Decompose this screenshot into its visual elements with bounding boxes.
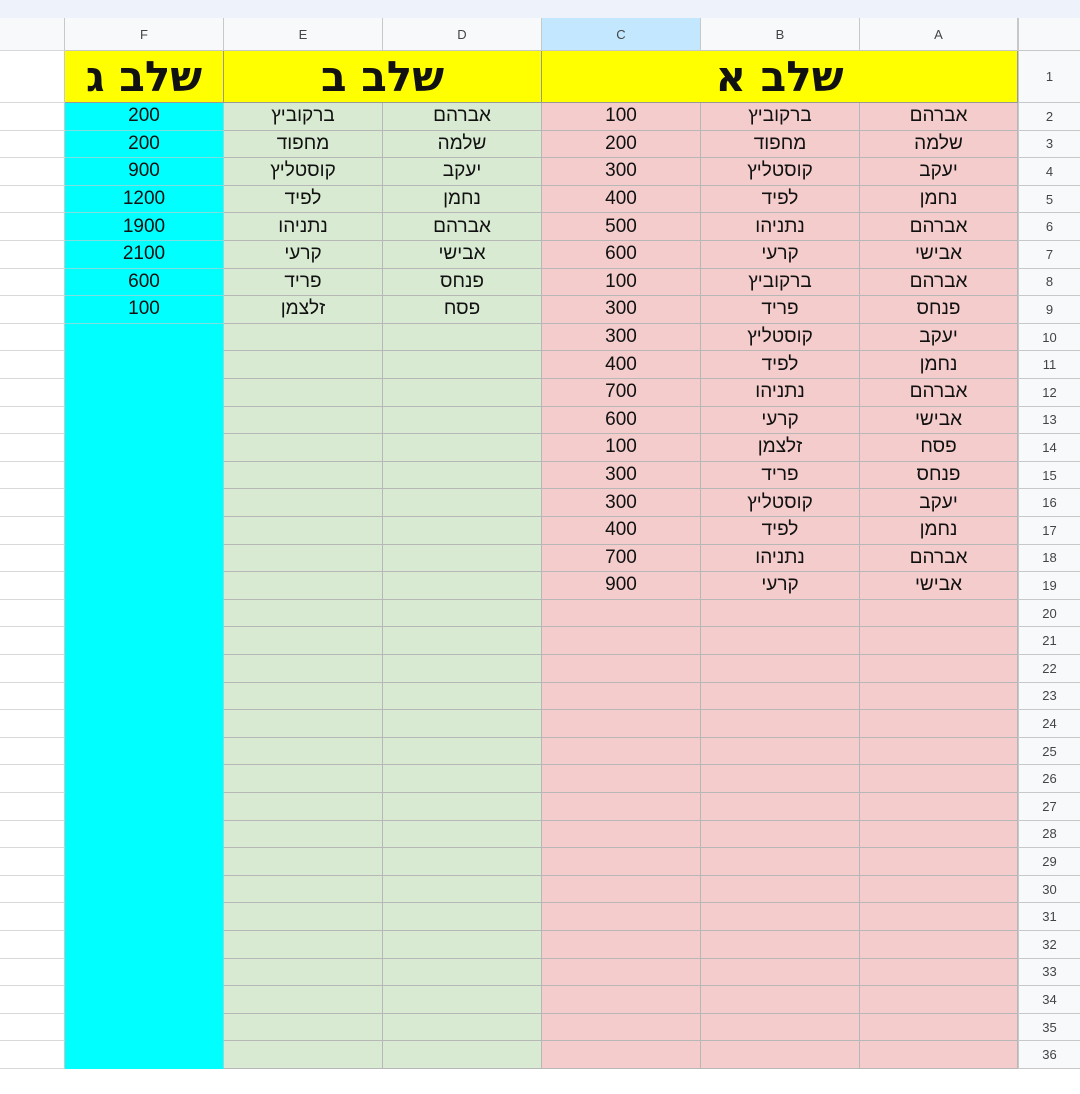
cell-d26[interactable] — [383, 765, 542, 793]
row-header-21[interactable]: 21 — [1018, 627, 1080, 655]
column-header-a[interactable]: A — [860, 18, 1018, 51]
cell-c23[interactable] — [542, 683, 701, 711]
cell-e16[interactable] — [224, 489, 383, 517]
cell-b12[interactable]: נתניהו — [701, 379, 860, 407]
cell-f30[interactable] — [65, 876, 224, 904]
cell-a18[interactable]: אברהם — [860, 545, 1018, 573]
cell-b17[interactable]: לפיד — [701, 517, 860, 545]
cell-f33[interactable] — [65, 959, 224, 987]
cell-e12[interactable] — [224, 379, 383, 407]
cell-e36[interactable] — [224, 1041, 383, 1069]
cell-d34[interactable] — [383, 986, 542, 1014]
cell-f32[interactable] — [65, 931, 224, 959]
row-header-22[interactable]: 22 — [1018, 655, 1080, 683]
cell-c5[interactable]: 400 — [542, 186, 701, 214]
cell-e29[interactable] — [224, 848, 383, 876]
cell-e20[interactable] — [224, 600, 383, 628]
cell-b3[interactable]: מחפוד — [701, 131, 860, 159]
cell-f11[interactable] — [65, 351, 224, 379]
cell-c22[interactable] — [542, 655, 701, 683]
cell-d25[interactable] — [383, 738, 542, 766]
left-gutter-cell — [0, 51, 65, 103]
row-header-19[interactable]: 19 — [1018, 572, 1080, 600]
cell-e19[interactable] — [224, 572, 383, 600]
cell-d36[interactable] — [383, 1041, 542, 1069]
cell-f13[interactable] — [65, 407, 224, 435]
left-gutter-cell — [0, 269, 65, 297]
cell-e21[interactable] — [224, 627, 383, 655]
cell-d14[interactable] — [383, 434, 542, 462]
row-header-17[interactable]: 17 — [1018, 517, 1080, 545]
cell-d20[interactable] — [383, 600, 542, 628]
column-header-c[interactable]: C — [542, 18, 701, 51]
row-header-16[interactable]: 16 — [1018, 489, 1080, 517]
cell-d27[interactable] — [383, 793, 542, 821]
cell-c15[interactable]: 300 — [542, 462, 701, 490]
spreadsheet-grid[interactable] — [0, 18, 1080, 1094]
cell-c16[interactable]: 300 — [542, 489, 701, 517]
select-all-corner[interactable] — [1018, 18, 1080, 51]
left-gutter-cell — [0, 959, 65, 987]
cell-e32[interactable] — [224, 931, 383, 959]
cell-a21[interactable] — [860, 627, 1018, 655]
left-gutter-cell — [0, 324, 65, 352]
cell-f28[interactable] — [65, 821, 224, 849]
cell-a24[interactable] — [860, 710, 1018, 738]
cell-c3[interactable]: 200 — [542, 131, 701, 159]
cell-e17[interactable] — [224, 517, 383, 545]
column-header-e[interactable]: E — [224, 18, 383, 51]
cell-e31[interactable] — [224, 903, 383, 931]
cell-f35[interactable] — [65, 1014, 224, 1042]
cell-f12[interactable] — [65, 379, 224, 407]
cell-e13[interactable] — [224, 407, 383, 435]
cell-c30[interactable] — [542, 876, 701, 904]
cell-f9[interactable]: 100 — [65, 296, 224, 324]
cell-d3[interactable]: שלמה — [383, 131, 542, 159]
cell-a16[interactable]: יעקב — [860, 489, 1018, 517]
cell-f3[interactable]: 200 — [65, 131, 224, 159]
cell-a8[interactable]: אברהם — [860, 269, 1018, 297]
cell-c12[interactable]: 700 — [542, 379, 701, 407]
cell-c19[interactable]: 900 — [542, 572, 701, 600]
cell-b8[interactable]: ברקוביץ — [701, 269, 860, 297]
left-gutter-cell — [0, 848, 65, 876]
cell-c4[interactable]: 300 — [542, 158, 701, 186]
cell-b2[interactable]: ברקוביץ — [701, 103, 860, 131]
cell-b30[interactable] — [701, 876, 860, 904]
cell-c29[interactable] — [542, 848, 701, 876]
cell-e18[interactable] — [224, 545, 383, 573]
cell-a17[interactable]: נחמן — [860, 517, 1018, 545]
cell-e14[interactable] — [224, 434, 383, 462]
cell-a23[interactable] — [860, 683, 1018, 711]
cell-e35[interactable] — [224, 1014, 383, 1042]
cell-f7[interactable]: 2100 — [65, 241, 224, 269]
cell-c20[interactable] — [542, 600, 701, 628]
cell-d4[interactable]: יעקב — [383, 158, 542, 186]
left-gutter-cell — [0, 655, 65, 683]
left-gutter-cell — [0, 517, 65, 545]
cell-b11[interactable]: לפיד — [701, 351, 860, 379]
stage-a-header[interactable]: שלב א — [542, 51, 1018, 103]
column-header-d[interactable]: D — [383, 18, 542, 51]
row-header-7[interactable]: 7 — [1018, 241, 1080, 269]
cell-c33[interactable] — [542, 959, 701, 987]
cell-e11[interactable] — [224, 351, 383, 379]
row-header-11[interactable]: 11 — [1018, 351, 1080, 379]
cell-f2[interactable]: 200 — [65, 103, 224, 131]
cell-c17[interactable]: 400 — [542, 517, 701, 545]
cell-c7[interactable]: 600 — [542, 241, 701, 269]
row-header-23[interactable]: 23 — [1018, 683, 1080, 711]
cell-d23[interactable] — [383, 683, 542, 711]
row-header-24[interactable]: 24 — [1018, 710, 1080, 738]
stage-b-header[interactable]: שלב ב — [224, 51, 542, 103]
row-header-9[interactable]: 9 — [1018, 296, 1080, 324]
left-gutter-cell — [0, 683, 65, 711]
cell-c31[interactable] — [542, 903, 701, 931]
cell-f18[interactable] — [65, 545, 224, 573]
cell-b36[interactable] — [701, 1041, 860, 1069]
cell-e9[interactable]: זלצמן — [224, 296, 383, 324]
cell-a5[interactable]: נחמן — [860, 186, 1018, 214]
cell-d7[interactable]: אבישי — [383, 241, 542, 269]
left-gutter-cell — [0, 379, 65, 407]
left-gutter-cell — [0, 296, 65, 324]
row-header-2[interactable]: 2 — [1018, 103, 1080, 131]
cell-d31[interactable] — [383, 903, 542, 931]
cell-d13[interactable] — [383, 407, 542, 435]
gutter-header — [0, 18, 65, 51]
left-gutter-cell — [0, 103, 65, 131]
cell-f17[interactable] — [65, 517, 224, 545]
cell-b25[interactable] — [701, 738, 860, 766]
left-gutter-cell — [0, 793, 65, 821]
cell-c25[interactable] — [542, 738, 701, 766]
cell-e34[interactable] — [224, 986, 383, 1014]
cell-b24[interactable] — [701, 710, 860, 738]
left-gutter-cell — [0, 600, 65, 628]
cell-c34[interactable] — [542, 986, 701, 1014]
row-header-25[interactable]: 25 — [1018, 738, 1080, 766]
cell-a15[interactable]: פנחס — [860, 462, 1018, 490]
cell-a11[interactable]: נחמן — [860, 351, 1018, 379]
cell-c11[interactable]: 400 — [542, 351, 701, 379]
cell-d11[interactable] — [383, 351, 542, 379]
cell-f10[interactable] — [65, 324, 224, 352]
left-gutter-cell — [0, 986, 65, 1014]
cell-a34[interactable] — [860, 986, 1018, 1014]
left-gutter-cell — [0, 903, 65, 931]
cell-a19[interactable]: אבישי — [860, 572, 1018, 600]
cell-e10[interactable] — [224, 324, 383, 352]
row-header-30[interactable]: 30 — [1018, 876, 1080, 904]
cell-c26[interactable] — [542, 765, 701, 793]
cell-d24[interactable] — [383, 710, 542, 738]
cell-c27[interactable] — [542, 793, 701, 821]
cell-a26[interactable] — [860, 765, 1018, 793]
left-gutter-cell — [0, 627, 65, 655]
cell-d28[interactable] — [383, 821, 542, 849]
cell-a35[interactable] — [860, 1014, 1018, 1042]
left-gutter-cell — [0, 1041, 65, 1069]
row-header-5[interactable]: 5 — [1018, 186, 1080, 214]
left-gutter-cell — [0, 351, 65, 379]
cell-f22[interactable] — [65, 655, 224, 683]
cell-b14[interactable]: זלצמן — [701, 434, 860, 462]
cell-d2[interactable]: אברהם — [383, 103, 542, 131]
cell-d32[interactable] — [383, 931, 542, 959]
left-gutter-cell — [0, 158, 65, 186]
cell-b9[interactable]: פריד — [701, 296, 860, 324]
row-header-3[interactable]: 3 — [1018, 131, 1080, 159]
cell-c6[interactable]: 500 — [542, 213, 701, 241]
cell-a7[interactable]: אבישי — [860, 241, 1018, 269]
cell-a31[interactable] — [860, 903, 1018, 931]
cell-c14[interactable]: 100 — [542, 434, 701, 462]
cell-f14[interactable] — [65, 434, 224, 462]
left-gutter-cell — [0, 186, 65, 214]
row-header-31[interactable]: 31 — [1018, 903, 1080, 931]
cell-c13[interactable]: 600 — [542, 407, 701, 435]
row-header-4[interactable]: 4 — [1018, 158, 1080, 186]
cell-a36[interactable] — [860, 1041, 1018, 1069]
cell-c18[interactable]: 700 — [542, 545, 701, 573]
cell-c10[interactable]: 300 — [542, 324, 701, 352]
cell-d21[interactable] — [383, 627, 542, 655]
row-header-18[interactable]: 18 — [1018, 545, 1080, 573]
cell-b26[interactable] — [701, 765, 860, 793]
cell-a14[interactable]: פסח — [860, 434, 1018, 462]
row-header-32[interactable]: 32 — [1018, 931, 1080, 959]
cell-d19[interactable] — [383, 572, 542, 600]
row-header-15[interactable]: 15 — [1018, 462, 1080, 490]
cell-e25[interactable] — [224, 738, 383, 766]
cell-b6[interactable]: נתניהו — [701, 213, 860, 241]
cell-d18[interactable] — [383, 545, 542, 573]
cell-b20[interactable] — [701, 600, 860, 628]
left-gutter-cell — [0, 572, 65, 600]
cell-d8[interactable]: פנחס — [383, 269, 542, 297]
left-gutter-cell — [0, 131, 65, 159]
cell-d9[interactable]: פסח — [383, 296, 542, 324]
cell-b33[interactable] — [701, 959, 860, 987]
cell-e22[interactable] — [224, 655, 383, 683]
cell-a13[interactable]: אבישי — [860, 407, 1018, 435]
cell-b19[interactable]: קרעי — [701, 572, 860, 600]
left-gutter-cell — [0, 407, 65, 435]
cell-b27[interactable] — [701, 793, 860, 821]
cell-b15[interactable]: פריד — [701, 462, 860, 490]
left-gutter-cell — [0, 821, 65, 849]
cell-e23[interactable] — [224, 683, 383, 711]
cell-b22[interactable] — [701, 655, 860, 683]
cell-e7[interactable]: קרעי — [224, 241, 383, 269]
left-gutter-cell — [0, 1014, 65, 1042]
row-header-13[interactable]: 13 — [1018, 407, 1080, 435]
column-header-b[interactable]: B — [701, 18, 860, 51]
row-header-20[interactable]: 20 — [1018, 600, 1080, 628]
row-header-1[interactable]: 1 — [1018, 51, 1080, 103]
cell-b28[interactable] — [701, 821, 860, 849]
cell-d15[interactable] — [383, 462, 542, 490]
cell-f27[interactable] — [65, 793, 224, 821]
cell-a6[interactable]: אברהם — [860, 213, 1018, 241]
cell-d5[interactable]: נחמן — [383, 186, 542, 214]
cell-c28[interactable] — [542, 821, 701, 849]
cell-a10[interactable]: יעקב — [860, 324, 1018, 352]
cell-f20[interactable] — [65, 600, 224, 628]
left-gutter-cell — [0, 876, 65, 904]
cell-b21[interactable] — [701, 627, 860, 655]
row-header-10[interactable]: 10 — [1018, 324, 1080, 352]
cell-a3[interactable]: שלמה — [860, 131, 1018, 159]
cell-d6[interactable]: אברהם — [383, 213, 542, 241]
row-header-8[interactable]: 8 — [1018, 269, 1080, 297]
row-header-29[interactable]: 29 — [1018, 848, 1080, 876]
cell-b35[interactable] — [701, 1014, 860, 1042]
cell-d29[interactable] — [383, 848, 542, 876]
cell-d30[interactable] — [383, 876, 542, 904]
cell-e26[interactable] — [224, 765, 383, 793]
cell-e33[interactable] — [224, 959, 383, 987]
cell-b5[interactable]: לפיד — [701, 186, 860, 214]
cell-b18[interactable]: נתניהו — [701, 545, 860, 573]
cell-e27[interactable] — [224, 793, 383, 821]
cell-b34[interactable] — [701, 986, 860, 1014]
left-gutter-cell — [0, 462, 65, 490]
cell-b4[interactable]: קוסטליץ — [701, 158, 860, 186]
cell-f31[interactable] — [65, 903, 224, 931]
row-header-33[interactable]: 33 — [1018, 959, 1080, 987]
cell-e3[interactable]: מחפוד — [224, 131, 383, 159]
cell-f36[interactable] — [65, 1041, 224, 1069]
cell-f29[interactable] — [65, 848, 224, 876]
cell-f34[interactable] — [65, 986, 224, 1014]
cell-f24[interactable] — [65, 710, 224, 738]
stage-c-header[interactable]: שלב ג — [65, 51, 224, 103]
cell-b10[interactable]: קוסטליץ — [701, 324, 860, 352]
row-header-36[interactable]: 36 — [1018, 1041, 1080, 1069]
cell-b13[interactable]: קרעי — [701, 407, 860, 435]
cell-f6[interactable]: 1900 — [65, 213, 224, 241]
cell-f21[interactable] — [65, 627, 224, 655]
cell-c35[interactable] — [542, 1014, 701, 1042]
row-header-28[interactable]: 28 — [1018, 821, 1080, 849]
cell-c24[interactable] — [542, 710, 701, 738]
left-gutter-cell — [0, 434, 65, 462]
cell-d22[interactable] — [383, 655, 542, 683]
cell-e2[interactable]: ברקוביץ — [224, 103, 383, 131]
cell-b16[interactable]: קוסטליץ — [701, 489, 860, 517]
cell-a4[interactable]: יעקב — [860, 158, 1018, 186]
row-header-14[interactable]: 14 — [1018, 434, 1080, 462]
row-header-6[interactable]: 6 — [1018, 213, 1080, 241]
column-header-f[interactable]: F — [65, 18, 224, 51]
cell-b7[interactable]: קרעי — [701, 241, 860, 269]
cell-c2[interactable]: 100 — [542, 103, 701, 131]
row-header-34[interactable]: 34 — [1018, 986, 1080, 1014]
cell-e15[interactable] — [224, 462, 383, 490]
cell-d35[interactable] — [383, 1014, 542, 1042]
cell-a20[interactable] — [860, 600, 1018, 628]
cell-d12[interactable] — [383, 379, 542, 407]
cell-a27[interactable] — [860, 793, 1018, 821]
toolbar-strip — [0, 0, 1080, 18]
cell-f26[interactable] — [65, 765, 224, 793]
cell-e8[interactable]: פריד — [224, 269, 383, 297]
cell-a9[interactable]: פנחס — [860, 296, 1018, 324]
cell-a32[interactable] — [860, 931, 1018, 959]
cell-d33[interactable] — [383, 959, 542, 987]
cell-e30[interactable] — [224, 876, 383, 904]
cell-b31[interactable] — [701, 903, 860, 931]
cell-e6[interactable]: נתניהו — [224, 213, 383, 241]
cell-f5[interactable]: 1200 — [65, 186, 224, 214]
left-gutter-cell — [0, 241, 65, 269]
cell-a28[interactable] — [860, 821, 1018, 849]
row-header-12[interactable]: 12 — [1018, 379, 1080, 407]
cell-a22[interactable] — [860, 655, 1018, 683]
row-header-27[interactable]: 27 — [1018, 793, 1080, 821]
cell-e24[interactable] — [224, 710, 383, 738]
cell-f16[interactable] — [65, 489, 224, 517]
cell-a25[interactable] — [860, 738, 1018, 766]
cell-b32[interactable] — [701, 931, 860, 959]
cell-a33[interactable] — [860, 959, 1018, 987]
cell-d10[interactable] — [383, 324, 542, 352]
cell-b29[interactable] — [701, 848, 860, 876]
cell-a29[interactable] — [860, 848, 1018, 876]
left-gutter-cell — [0, 765, 65, 793]
cell-f25[interactable] — [65, 738, 224, 766]
cell-b23[interactable] — [701, 683, 860, 711]
left-gutter-cell — [0, 738, 65, 766]
cell-f19[interactable] — [65, 572, 224, 600]
left-gutter-cell — [0, 545, 65, 573]
cell-a12[interactable]: אברהם — [860, 379, 1018, 407]
cell-d17[interactable] — [383, 517, 542, 545]
row-header-26[interactable]: 26 — [1018, 765, 1080, 793]
cell-e28[interactable] — [224, 821, 383, 849]
cell-a2[interactable]: אברהם — [860, 103, 1018, 131]
cell-e4[interactable]: קוסטליץ — [224, 158, 383, 186]
cell-a30[interactable] — [860, 876, 1018, 904]
cell-c9[interactable]: 300 — [542, 296, 701, 324]
cell-c32[interactable] — [542, 931, 701, 959]
cell-f15[interactable] — [65, 462, 224, 490]
left-gutter-cell — [0, 489, 65, 517]
left-gutter-cell — [0, 213, 65, 241]
cell-d16[interactable] — [383, 489, 542, 517]
left-gutter-cell — [0, 931, 65, 959]
cell-f8[interactable]: 600 — [65, 269, 224, 297]
cell-e5[interactable]: לפיד — [224, 186, 383, 214]
row-header-35[interactable]: 35 — [1018, 1014, 1080, 1042]
cell-f4[interactable]: 900 — [65, 158, 224, 186]
cell-c21[interactable] — [542, 627, 701, 655]
left-gutter-cell — [0, 710, 65, 738]
cell-f23[interactable] — [65, 683, 224, 711]
cell-c36[interactable] — [542, 1041, 701, 1069]
cell-c8[interactable]: 100 — [542, 269, 701, 297]
